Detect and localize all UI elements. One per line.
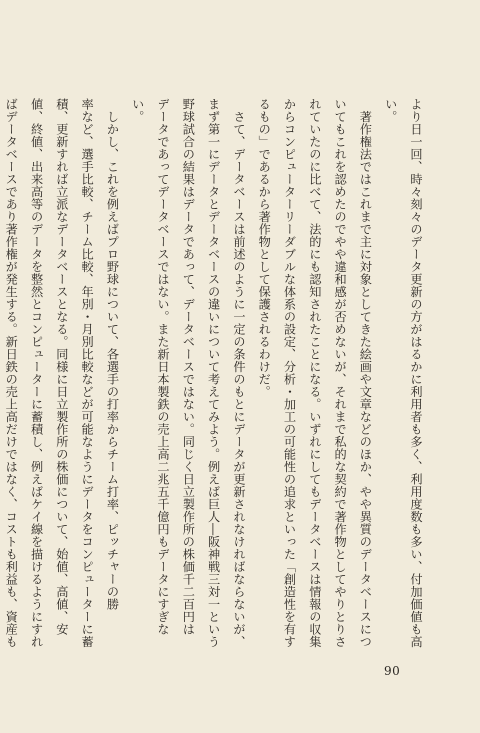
text-line: まず第一にデータとデータベースの違いについて考えてみよう。例えば巨人―阪神戦三対一という — [206, 98, 221, 648]
text-line: さて、データベースは前述のように一定の条件のもとにデータが更新されなければならないが、 — [231, 98, 246, 648]
text-line: い。 — [130, 98, 145, 123]
text-line: 値、終値、出来高等のデータを整然とコンピューターに蓄積し、例えばケイ線を描けるようにすれ — [29, 98, 44, 648]
text-line: ばデータベースであり著作権が発生する。新日鉄の売上高だけではなく、コストも利益も、資産も — [4, 98, 19, 648]
body-text — [0, 98, 428, 694]
text-line: データであってデータベースではない。また新日本製鉄の売上高二兆五千億円もデータにすぎな — [156, 98, 171, 636]
page-number: 90 — [384, 664, 401, 678]
text-line: より日一回、時々刻々のデータ更新の方がはるかに利用者も多く、利用度数も多い、付加価値も高 — [409, 98, 423, 648]
text-line: れていたのに比べて、法的にも認知されたことになる。いずれにしてもデータベースは情報の収集 — [307, 98, 322, 648]
text-line: い。 — [383, 98, 398, 123]
text-line: るもの」であるから著作物として保護されるわけだ。 — [257, 98, 272, 398]
text-line: 積、更新すれば立派なデータベースとなる。同様に日立製作所の株価について、始値、高値、安 — [54, 98, 69, 636]
text-line: いてもこれを認めたのでやや違和感が否めないが、それまで私的な契約で著作物としてやりとりさ — [333, 98, 348, 648]
text-line: 野球試合の結果はデータであって、データベースではない。同じく日立製作所の株価千二百円は — [181, 98, 196, 636]
text-line: しかし、これを例えばプロ野球について、各選手の打率からチーム打率、ピッチャーの勝 — [105, 98, 120, 611]
text-line: 率など、選手比較、チーム比較、年別・月別比較などが可能なようにデータをコンピューターに蓄 — [80, 98, 95, 648]
text-line: からコンピューターリーダブルな体系の設定、分析・加工の可能性の追求といった「創造性を有す — [282, 98, 297, 648]
text-line: 著作権法ではこれまで主に対象としてきた絵画や文章などのほか、やや異質のデータベースにつ — [358, 98, 373, 648]
